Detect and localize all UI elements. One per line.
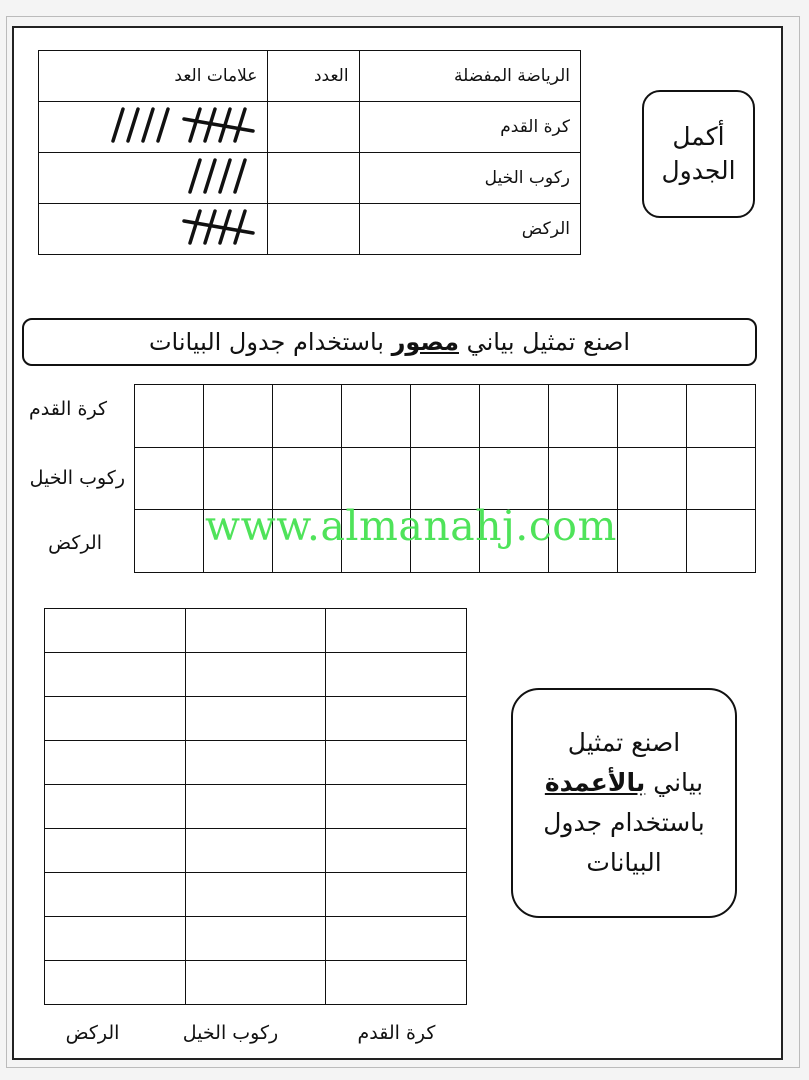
- tally-stroke: [158, 109, 168, 141]
- grid-cell[interactable]: [186, 829, 327, 873]
- grid-cell[interactable]: [45, 697, 186, 741]
- bar-graph-label: كرة القدم: [357, 1022, 436, 1044]
- tally-stroke: [113, 109, 123, 141]
- grid-cell[interactable]: [687, 385, 756, 448]
- grid-cell[interactable]: [687, 448, 756, 511]
- grid-cell[interactable]: [618, 510, 687, 573]
- grid-cell[interactable]: [326, 653, 467, 697]
- grid-cell[interactable]: [135, 448, 204, 511]
- tally-marks-icon: [49, 156, 257, 196]
- instruction-bold: بالأعمدة: [544, 768, 646, 797]
- grid-cell[interactable]: [326, 741, 467, 785]
- instruction-line: اصنع تمثيل: [567, 728, 681, 757]
- grid-cell[interactable]: [326, 609, 467, 653]
- grid-cell[interactable]: [204, 448, 273, 511]
- table-row: [39, 102, 581, 153]
- grid-cell[interactable]: [326, 917, 467, 961]
- tally-cell: [39, 204, 268, 255]
- grid-cell[interactable]: [186, 653, 327, 697]
- grid-cell[interactable]: [186, 961, 327, 1005]
- grid-cell[interactable]: [186, 697, 327, 741]
- tally-stroke: [220, 160, 230, 192]
- grid-cell[interactable]: [135, 510, 204, 573]
- grid-cell[interactable]: [326, 829, 467, 873]
- grid-cell[interactable]: [342, 448, 411, 511]
- count-cell[interactable]: [268, 153, 359, 204]
- header-tally: علامات العد: [39, 51, 268, 102]
- complete-table-instruction: [642, 90, 755, 218]
- tally-stroke: [143, 109, 153, 141]
- grid-cell[interactable]: [204, 385, 273, 448]
- instruction-line: أكمل: [672, 122, 725, 151]
- instruction-line: الجدول: [661, 156, 736, 185]
- tally-cell: [39, 153, 268, 204]
- grid-cell[interactable]: [45, 961, 186, 1005]
- grid-cell[interactable]: [273, 385, 342, 448]
- picture-graph-label: ركوب الخيل: [29, 467, 125, 489]
- header-count: العدد: [268, 51, 359, 102]
- grid-cell[interactable]: [342, 385, 411, 448]
- tally-stroke: [128, 109, 138, 141]
- instruction-line: باستخدام جدول: [543, 808, 705, 837]
- grid-cell[interactable]: [186, 917, 327, 961]
- bar-graph-instruction: [511, 688, 737, 918]
- tally-stroke: [235, 160, 245, 192]
- grid-cell[interactable]: [273, 448, 342, 511]
- grid-cell[interactable]: [326, 785, 467, 829]
- sport-cell: كرة القدم: [359, 102, 580, 153]
- table-row: [39, 204, 581, 255]
- grid-cell[interactable]: [480, 385, 549, 448]
- grid-cell[interactable]: [326, 873, 467, 917]
- header-sport: الرياضة المفضلة: [359, 51, 580, 102]
- tally-stroke: [190, 109, 200, 141]
- picture-graph-label: الركض: [48, 532, 102, 554]
- tally-stroke: [235, 211, 245, 243]
- banner-bold: مصور: [391, 328, 459, 356]
- grid-cell[interactable]: [45, 741, 186, 785]
- grid-cell[interactable]: [186, 741, 327, 785]
- count-cell[interactable]: [268, 102, 359, 153]
- grid-cell[interactable]: [549, 448, 618, 511]
- tally-marks-icon: [49, 105, 257, 145]
- tally-stroke: [205, 160, 215, 192]
- tally-stroke: [190, 211, 200, 243]
- grid-cell[interactable]: [45, 785, 186, 829]
- grid-cell[interactable]: [45, 917, 186, 961]
- bar-graph-grid[interactable]: [44, 608, 467, 1005]
- grid-cell[interactable]: [45, 829, 186, 873]
- grid-cell[interactable]: [480, 448, 549, 511]
- tally-stroke: [190, 160, 200, 192]
- grid-cell[interactable]: [549, 385, 618, 448]
- picture-graph-instruction: [22, 318, 757, 366]
- grid-cell[interactable]: [186, 785, 327, 829]
- banner-text: اصنع تمثيل بياني: [458, 328, 631, 356]
- grid-cell[interactable]: [45, 653, 186, 697]
- grid-cell[interactable]: [687, 510, 756, 573]
- grid-cell[interactable]: [618, 385, 687, 448]
- sport-cell: ركوب الخيل: [359, 153, 580, 204]
- sport-cell: الركض: [359, 204, 580, 255]
- tally-header-row: [39, 51, 581, 102]
- grid-cell[interactable]: [45, 609, 186, 653]
- grid-cell[interactable]: [326, 697, 467, 741]
- grid-cell[interactable]: [135, 385, 204, 448]
- tally-marks-icon: [49, 207, 257, 247]
- tally-table: [38, 50, 581, 255]
- banner-text: باستخدام جدول البيانات: [148, 328, 392, 356]
- grid-cell[interactable]: [326, 961, 467, 1005]
- table-row: [39, 153, 581, 204]
- tally-cell: [39, 102, 268, 153]
- bar-graph-label: الركض: [65, 1022, 120, 1044]
- picture-graph-label: كرة القدم: [29, 398, 107, 420]
- grid-cell[interactable]: [45, 873, 186, 917]
- watermark: www.almanahj.com: [205, 502, 617, 550]
- bar-graph-label: ركوب الخيل: [182, 1022, 279, 1044]
- grid-cell[interactable]: [411, 385, 480, 448]
- grid-cell[interactable]: [411, 448, 480, 511]
- grid-cell[interactable]: [618, 448, 687, 511]
- tally-stroke: [235, 109, 245, 141]
- grid-cell[interactable]: [186, 873, 327, 917]
- instruction-line: البيانات: [586, 848, 662, 877]
- instruction-line: بياني: [645, 768, 704, 797]
- grid-cell[interactable]: [186, 609, 327, 653]
- count-cell[interactable]: [268, 204, 359, 255]
